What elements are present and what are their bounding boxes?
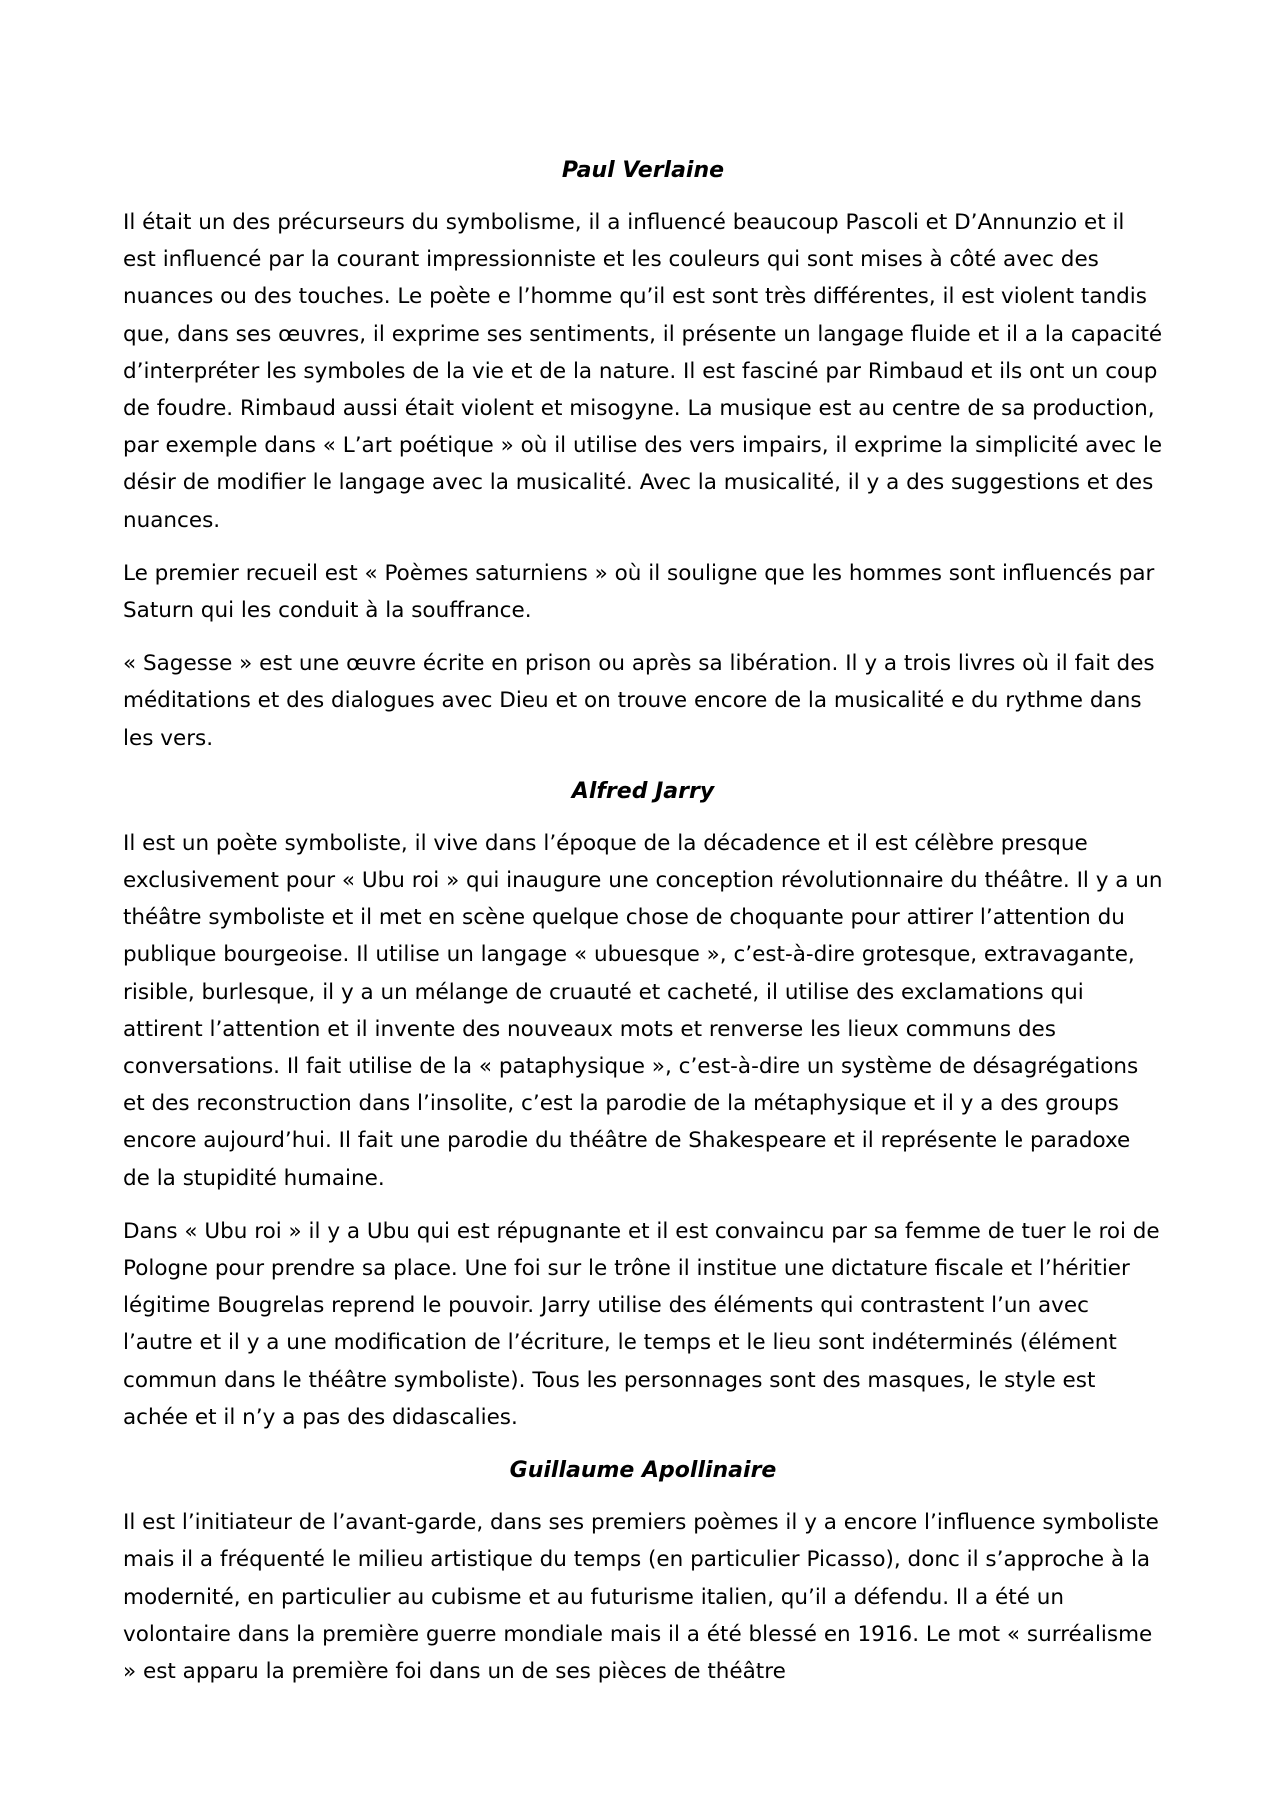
paragraph: Dans « Ubu roi » il y a Ubu qui est répugnante et il est convaincu par sa femme de tuer le roi de Pologne pour prendre sa place. Une foi sur le trône il institue une dictature fiscale et l’héritier légitime Bougrelas reprend le pouvoir. Jarry utilise des éléments qui contrastent l’un avec l’autre et il y a une modification de l’écriture, le temps et le lieu sont indéterminés (élément commun dans le théâtre symboliste). Tous les personnages sont des masques, le style est achée et il n’y a pas des didascalies. [123,1218,1160,1430]
paragraph: « Sagesse » est une œuvre écrite en prison ou après sa libération. Il y a trois livres où il fait des méditations et des dialogues avec Dieu et on trouve encore de la musicalité e du rythme dans les vers. [123,651,1155,751]
section-title-jarry: Alfred Jarry [571,778,715,804]
paragraph: Le premier recueil est « Poèmes saturniens » où il souligne que les hommes sont influencés par Saturn qui les conduit à la souffrance. [123,560,1155,624]
paragraph: Il est un poète symboliste, il vive dans l’époque de la décadence et il est célèbre presque exclusivement pour « Ubu roi » qui inaugure une conception révolutionnaire du théâtre. Il y a un théâtre symboliste et il met en scène quelque chose de choquante pour attirer l’attention du publique bourgeoise. Il utilise un langage « ubuesque », c’est-à-dire grotesque, extravagante, risible, burlesque, il y a un mélange de cruauté et cacheté, il utilise des exclamations qui attirent l’attention et il invente des nouveaux mots et renverse les lieux communs des conversations. Il fait utilise de la « pataphysique », c’est-à-dire un système de désagrégations et des reconstruction dans l’insolite, c’est la parodie de la métaphysique et il y a des groups encore aujourd’hui. Il fait une parodie du théâtre de Shakespeare et il représente le paradoxe de la stupidité humaine. [123,830,1163,1191]
paragraph: Il était un des précurseurs du symbolisme, il a influencé beaucoup Pascoli et D’Annunzio et il est influencé par la courant impressionniste et les couleurs qui sont mises à côté avec des nuances ou des touches. Le poète e l’homme qu’il est sont très différentes, il est violent tandis que, dans ses œuvres, il exprime ses sentiments, il présente un langage fluide et il a la capacité d’interpréter les symboles de la vie et de la nature. Il est fasciné par Rimbaud et ils ont un coup de foudre. Rimbaud aussi était violent et misogyne. La musique est au centre de sa production, par exemple dans « L’art poétique » où il utilise des vers impairs, il exprime la simplicité avec le désir de modifier le langage avec la musicalité. Avec la musicalité, il y a des suggestions et des nuances. [123,210,1163,533]
document-body [123,152,1163,1706]
section-title-apollinaire: Guillaume Apollinaire [509,1458,777,1484]
section-title-verlaine: Paul Verlaine [561,158,725,183]
paragraph: Il est l’initiateur de l’avant-garde, dans ses premiers poèmes il y a encore l’influence symboliste mais il a fréquenté le milieu artistique du temps (en particulier Picasso), donc il s’approche à la modernité, en particulier au cubisme et au futurisme italien, qu’il a défendu. Il a été un volontaire dans la première guerre mondiale mais il a été blessé en 1916. Le mot « surréalisme » est apparu la première foi dans un de ses pièces de théâtre [123,1510,1159,1684]
